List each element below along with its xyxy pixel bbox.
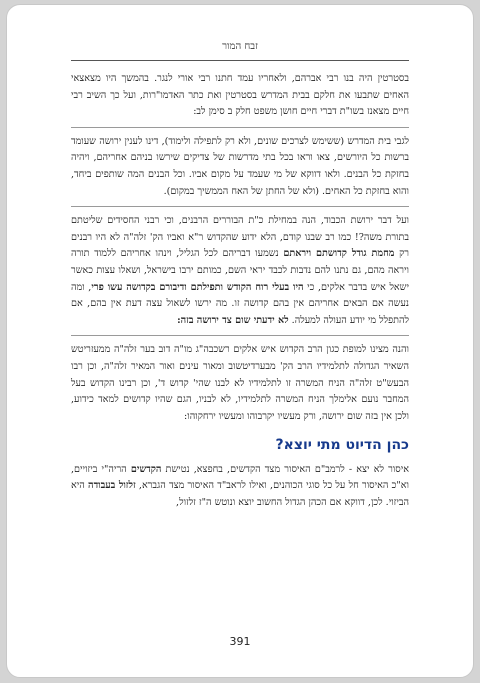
paragraph-1 xyxy=(71,71,409,121)
bold-text-run: לא ידעתי שום צד ירושה בזה: xyxy=(177,314,289,326)
document-page xyxy=(6,4,474,678)
paragraph-2 xyxy=(71,134,409,200)
bold-text-run: הקדשים xyxy=(130,463,162,475)
divider xyxy=(71,206,409,207)
bold-text-run: מחמת גודל קדושתם ויראתם xyxy=(283,248,395,260)
bold-text-run: זלזול בעבודה xyxy=(88,480,136,492)
paragraph-4 xyxy=(71,342,409,425)
running-head: זבח המור xyxy=(222,41,258,52)
text-run: לגבי בית המדרש (ששימש לצרכים שונים, ולא רק לתפילה ולימוד), דינו לענין ירושה שעומד ברשות כל היורשים, צאו וראו בכל בתי מדרשות של צדיקים שירשו בניהם אחריהם, ויהיה בחזקת כל הבנים. ולאו דווקא של מי שעמד על מקום אביו. וכל הבנים המה שותפים ביחד, והוא בחזקת כל האחים. (ולא של החתן של האח הממשיך במקום). xyxy=(71,135,409,197)
page-number: 391 xyxy=(229,635,251,648)
header-rule xyxy=(71,60,409,61)
text-run: ועל דבר ירושת הכבוד, הנה במחילת כ"ת הבוררים הרבנים, וכי רבני החסידים שליטתם בתורת משה?! כמו רב שבנו קודם, הלא ידוע שהקדוש ר"א ואביו הק' זלה"ה לא היו רבנים רק xyxy=(71,215,409,260)
divider xyxy=(71,335,409,336)
body-text xyxy=(71,71,409,518)
paragraph-3 xyxy=(71,213,409,329)
text-run: היא הביזוי. לכן, דווקא אם הכהן הגדול החשוב יוצא ונוטש ה"ז זלזול, xyxy=(71,480,409,509)
text-run: נשמעו דבריהם לכל הגליל, וינהו אחריהם ללמוד תורה ויראה מהם, גם נתנו להם נדבות לכבד יראי השם, כמותם ירבו בישראל, ושאלו עצות כאשר ישאל איש בדבר אלקים, כי xyxy=(71,248,409,293)
text-run: והנה מצינו למופת כגון הרב הקדוש איש אלקים רשכבה"ג מו"ה דוב בער זלה"ה ממעזריטש השאיר הגדולה לתלמידיו הרב הק' מבערדיטשוב ומאור עינים ואור המאיר זלה"ה, וכן רבו הבעש"ט זלה"ה הניח המשרה זו לתלמידיו לא לבנו שהי' קדוש ד', וכן רבינו הקדוש בעל המחבר נועם אלימלך הניח המשרה לתלמידיו, לא לבניו, הגם שהיו קדושים למאד כידוע, ולכן אין בזה שום ירושה, ורק מעשיו יקרבוהו ומעשיו ירחקוהו: xyxy=(71,344,409,422)
text-run: הריה"י ביזויים, וא"כ האיסור חל על כל סוגי הכוהנים, ואילו לראב"ד האיסור מצד הגברא, xyxy=(71,463,409,492)
text-run: איסור לא יצא - לרמב"ם האיסור מצד הקדשים, בחפצא, נטישת xyxy=(161,463,409,475)
text-run: , ומה נעשה אם הבאים אחריהם אין בהם קדושה זו. מה ירשו לשאול עצה דעת אין בהם, אם להתפלל מי יודע העולה למעלה. xyxy=(71,281,409,326)
divider xyxy=(71,127,409,128)
bold-text-run: היו בעלי רוח הקודש ותפילתם ודיבורם בקדושה עשו פרי xyxy=(91,281,304,293)
section-title: כהן הדיוט מתי יוצא? xyxy=(275,437,409,454)
text-run: בסטרטין היה בנו רבי אברהם, ולאחריו עמד חתנו רבי אורי לנגר. בהמשך היו מצאצאי האחים שתבעו את חלקם בבית המדרש בסטרטין ואת כתר האדמו"רות, ועל כך השיב רבי חיים מצאנז בשו"ת דברי חיים חושן משפט חלק ב סימן לב: xyxy=(71,73,409,118)
paragraph-5 xyxy=(71,462,409,512)
